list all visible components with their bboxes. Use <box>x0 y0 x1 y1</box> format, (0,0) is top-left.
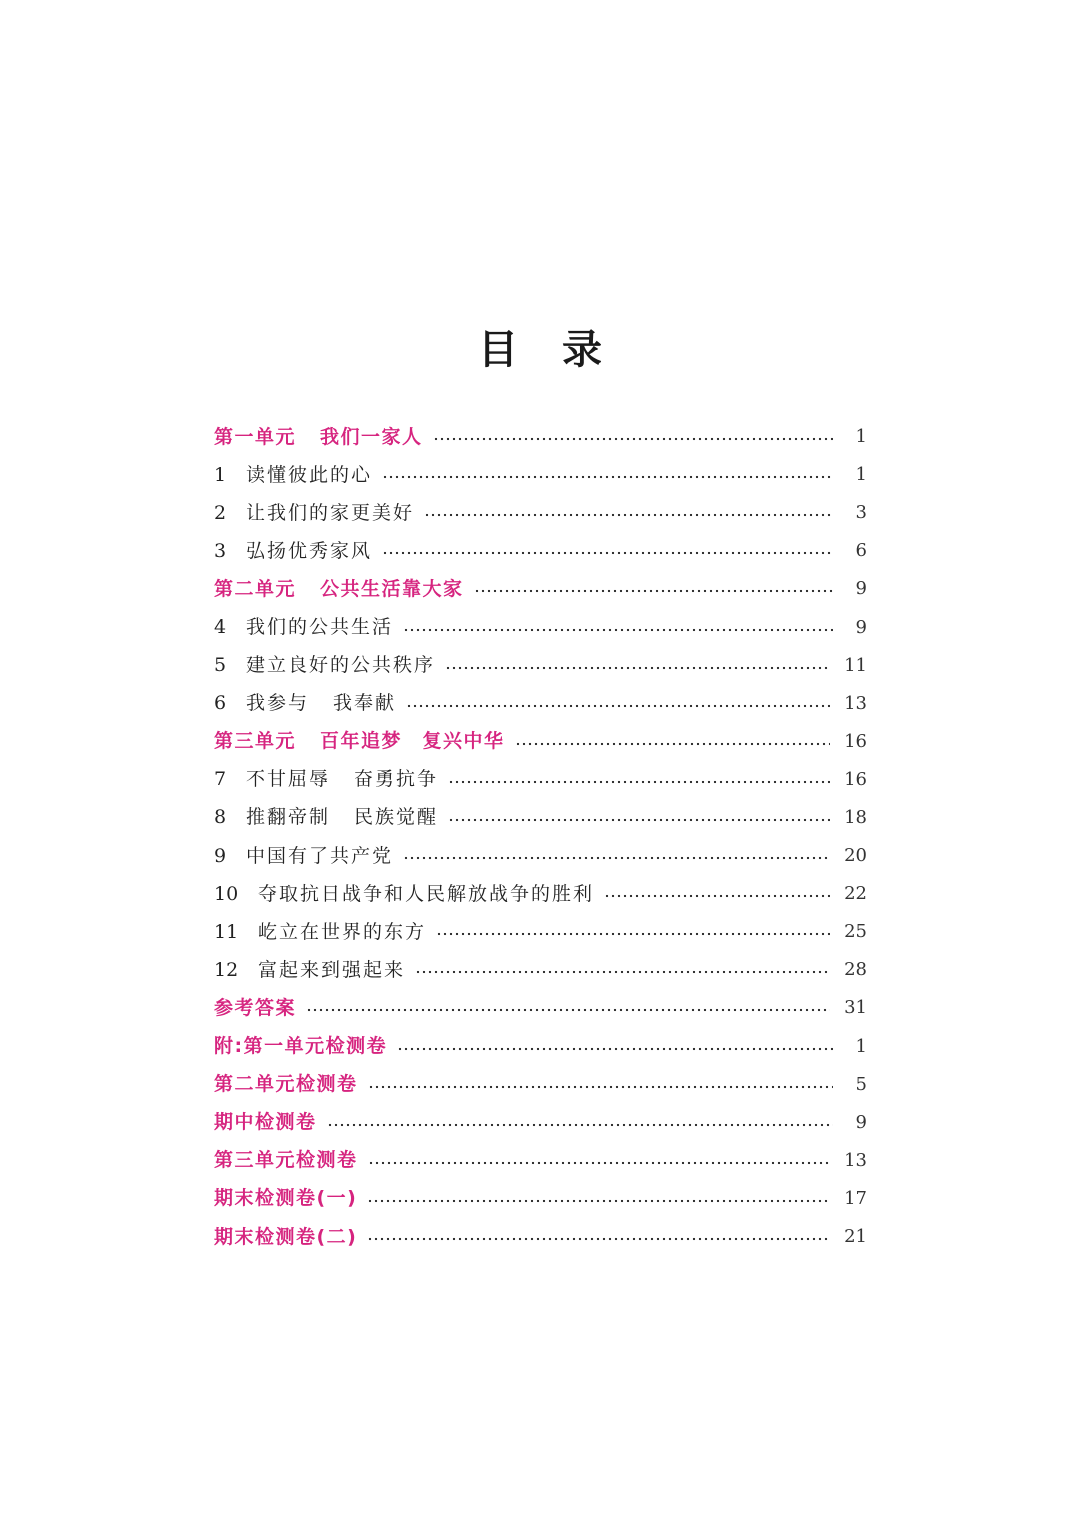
dot-leader <box>474 589 833 593</box>
toc-entry-number: 11 <box>214 920 239 943</box>
toc-entry-number: 4 <box>214 616 227 639</box>
dot-leader <box>306 1008 830 1012</box>
toc-entry[interactable] <box>214 456 867 494</box>
toc-page-number: 17 <box>844 1187 867 1209</box>
toc-entry[interactable] <box>214 837 867 875</box>
toc-entry-number: 6 <box>214 692 227 715</box>
toc-entry-title <box>214 1189 357 1208</box>
toc-page-number: 5 <box>855 1073 867 1095</box>
toc-entry-number: 7 <box>214 768 227 791</box>
title-char-1: 目 <box>478 327 562 373</box>
dot-leader <box>433 437 833 441</box>
toc-entry-title-part: 夺取抗日战争和人民解放战争的胜利 <box>258 882 595 905</box>
toc-section-entry[interactable] <box>214 570 867 608</box>
toc-entry-title-part: 第二单元 <box>214 577 297 600</box>
toc-entry-title <box>246 463 373 486</box>
toc-section-entry[interactable] <box>214 418 867 456</box>
toc-entry-number: 1 <box>214 463 227 486</box>
toc-entry-title <box>246 656 435 675</box>
dot-leader <box>415 970 830 974</box>
toc-page-number: 28 <box>844 959 867 981</box>
toc-entry-title <box>258 882 595 905</box>
toc-section-entry[interactable] <box>214 1142 867 1180</box>
toc-section-entry[interactable] <box>214 1028 867 1066</box>
dot-leader <box>368 1085 833 1089</box>
toc-entry-title <box>214 1113 317 1132</box>
toc-entry-title-part: 奋勇抗争 <box>354 768 439 791</box>
toc-entry-title-part: 弘扬优秀家风 <box>246 539 373 562</box>
toc-entry-title-part: 期末检测卷(二) <box>214 1225 358 1248</box>
toc-section-entry[interactable] <box>214 989 867 1027</box>
toc-entry-title <box>246 694 396 713</box>
toc-entry-title-part: 不甘屈辱 <box>246 768 331 791</box>
toc-page-number: 9 <box>855 1111 867 1133</box>
toc-entry[interactable] <box>214 647 867 685</box>
toc-entry-number: 12 <box>214 958 239 981</box>
toc-entry[interactable] <box>214 761 867 799</box>
dot-leader <box>445 666 830 670</box>
toc-page-number: 16 <box>844 768 867 790</box>
toc-section-entry[interactable] <box>214 1180 867 1218</box>
toc-entry-title <box>258 958 406 981</box>
toc-page-number: 31 <box>844 997 867 1019</box>
toc-entry[interactable] <box>214 532 867 570</box>
toc-entry-title-part: 第二单元检测卷 <box>214 1073 358 1096</box>
dot-leader <box>604 894 830 898</box>
dot-leader <box>515 742 831 746</box>
toc-entry-title-part: 屹立在世界的东方 <box>258 920 427 943</box>
toc-entry[interactable] <box>214 913 867 951</box>
toc-entry-title <box>258 920 427 943</box>
toc-entry-title-part: 第三单元检测卷 <box>214 1149 358 1172</box>
toc-entry-title-part: 建立良好的公共秩序 <box>246 654 436 677</box>
toc-page-number: 9 <box>855 616 867 638</box>
dot-leader <box>448 818 830 822</box>
toc-page-number: 6 <box>855 540 867 562</box>
title-char-2: 录 <box>562 327 646 373</box>
toc-page-number: 9 <box>855 578 867 600</box>
toc-entry-title-part: 我奉献 <box>333 692 397 715</box>
toc-page-number: 3 <box>855 502 867 524</box>
toc-entry-number: 9 <box>214 844 227 867</box>
toc-entry[interactable] <box>214 608 867 646</box>
toc-page-number: 1 <box>855 426 867 448</box>
toc-entry-title-part: 百年追梦 复兴中华 <box>320 730 505 753</box>
toc-entry-title <box>214 1037 387 1056</box>
page-title <box>0 318 1080 375</box>
toc-entry-title-part: 富起来到强起来 <box>258 958 406 981</box>
toc-entry-title-part: 参考答案 <box>214 996 297 1019</box>
toc-entry-title-part: 期中检测卷 <box>214 1111 317 1134</box>
dot-leader <box>327 1123 833 1127</box>
toc-page-number: 13 <box>844 692 867 714</box>
toc-page-number: 22 <box>844 883 867 905</box>
toc-entry-title-part: 让我们的家更美好 <box>246 501 415 524</box>
dot-leader <box>424 513 833 517</box>
toc-entry-title-part: 期末检测卷(一) <box>214 1187 358 1210</box>
toc-page-number: 21 <box>844 1226 867 1248</box>
toc-entry-title <box>246 539 373 562</box>
toc-section-entry[interactable] <box>214 1066 867 1104</box>
toc-entry[interactable] <box>214 951 867 989</box>
toc-page-number: 16 <box>844 730 867 752</box>
toc-entry-title <box>214 1151 358 1170</box>
table-of-contents <box>214 418 867 1256</box>
toc-entry-title <box>214 1225 358 1248</box>
toc-page-number: 18 <box>844 806 867 828</box>
toc-entry-title <box>246 808 438 827</box>
toc-entry-title-part: 读懂彼此的心 <box>246 463 373 486</box>
dot-leader <box>382 475 833 479</box>
toc-entry-number: 5 <box>214 654 227 677</box>
toc-entry-title-part: 我参与 <box>246 692 310 715</box>
toc-entry-title-part: 附:第一单元检测卷 <box>214 1035 388 1058</box>
toc-entry-title <box>214 1075 358 1094</box>
toc-entry-number: 8 <box>214 806 227 829</box>
toc-entry-title-part: 中国有了共产党 <box>246 844 394 867</box>
toc-entry[interactable] <box>214 494 867 532</box>
dot-leader <box>448 780 830 784</box>
toc-entry-title <box>246 618 393 637</box>
toc-page-number: 13 <box>844 1149 867 1171</box>
toc-entry-number: 10 <box>214 882 239 905</box>
toc-entry-title <box>214 577 464 600</box>
toc-entry-title <box>214 732 505 751</box>
toc-entry-title-part: 第三单元 <box>214 730 297 753</box>
toc-entry-title <box>246 844 394 867</box>
toc-entry-title-part: 公共生活靠大家 <box>320 577 464 600</box>
toc-entry-title <box>246 770 438 789</box>
dot-leader <box>406 704 830 708</box>
toc-section-entry[interactable] <box>214 1218 867 1256</box>
dot-leader <box>403 856 830 860</box>
toc-page-number: 25 <box>844 921 867 943</box>
toc-entry-title <box>246 501 415 524</box>
toc-page-number: 1 <box>855 464 867 486</box>
toc-entry-number: 2 <box>214 501 227 524</box>
dot-leader <box>367 1199 830 1203</box>
toc-page-number: 1 <box>855 1035 867 1057</box>
toc-entry[interactable] <box>214 875 867 913</box>
toc-entry-title-part: 推翻帝制 <box>246 806 331 829</box>
toc-entry-number: 3 <box>214 539 227 562</box>
dot-leader <box>382 551 833 555</box>
toc-entry-title-part: 我们的公共生活 <box>246 616 394 639</box>
toc-page-number: 20 <box>844 845 867 867</box>
toc-entry[interactable] <box>214 685 867 723</box>
toc-entry-title-part: 第一单元 <box>214 425 297 448</box>
toc-section-entry[interactable] <box>214 1104 867 1142</box>
toc-section-entry[interactable] <box>214 723 867 761</box>
dot-leader <box>368 1161 831 1165</box>
dot-leader <box>403 628 833 632</box>
dot-leader <box>397 1047 833 1051</box>
toc-entry-title <box>214 996 297 1019</box>
toc-entry[interactable] <box>214 799 867 837</box>
toc-page-number: 11 <box>844 654 867 676</box>
dot-leader <box>367 1237 830 1241</box>
toc-entry-title-part: 民族觉醒 <box>354 806 439 829</box>
toc-entry-title <box>214 425 423 448</box>
dot-leader <box>436 932 830 936</box>
toc-entry-title-part: 我们一家人 <box>320 425 423 448</box>
